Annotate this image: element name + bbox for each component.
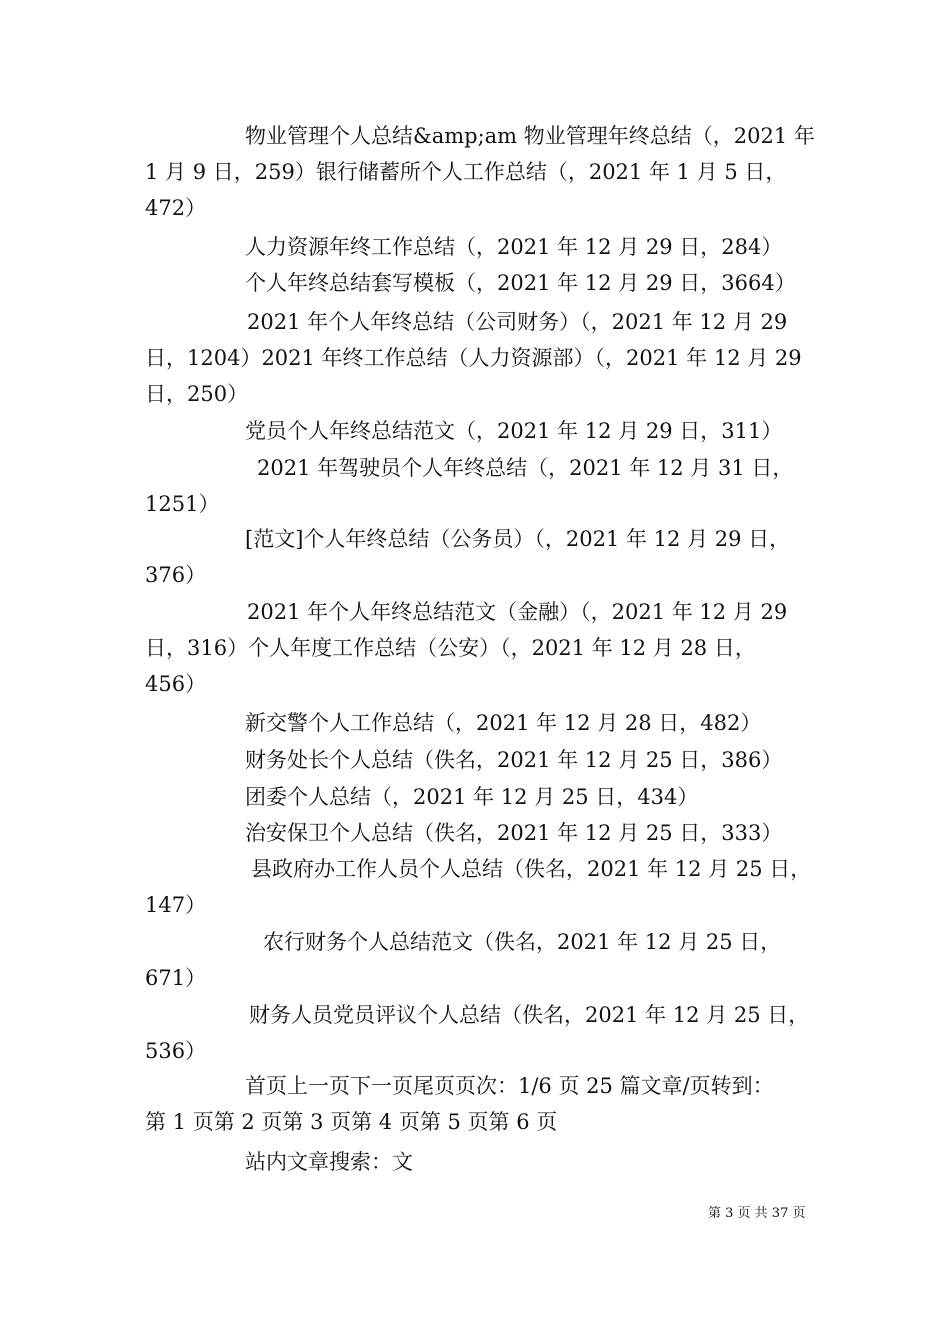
search-text bbox=[145, 1144, 815, 1180]
list-item bbox=[145, 997, 815, 1069]
text-line: 日，250） bbox=[145, 382, 249, 406]
text-line: 日，316）个人年度工作总结（公安）（，2021 年 12 月 28 日， bbox=[145, 636, 756, 660]
text-line: 2021 年个人年终总结范文（金融）（，2021 年 12 月 29 bbox=[247, 600, 788, 624]
list-item bbox=[145, 265, 815, 301]
text-line: 新交警个人工作总结（，2021 年 12 月 28 日，482） bbox=[245, 711, 762, 735]
list-item bbox=[145, 851, 815, 923]
text-line: 团委个人总结（，2021 年 12 月 25 日，434） bbox=[245, 785, 699, 809]
list-item bbox=[145, 118, 815, 226]
text-line: 财务人员党员评议个人总结（佚名，2021 年 12 月 25 日， bbox=[249, 1003, 810, 1027]
list-item bbox=[145, 521, 815, 593]
text-line: 财务处长个人总结（佚名，2021 年 12 月 25 日，386） bbox=[245, 748, 783, 772]
text-line: 农行财务个人总结范文（佚名，2021 年 12 月 25 日， bbox=[263, 930, 782, 954]
list-item bbox=[145, 450, 815, 522]
text-line: 536） bbox=[145, 1039, 207, 1063]
text-line: 站内文章搜索：文 bbox=[245, 1150, 413, 1174]
text-line: 日，1204）2021 年终工作总结（人力资源部）（，2021 年 12 月 29 bbox=[145, 346, 802, 370]
list-item bbox=[145, 594, 815, 702]
text-line: 县政府办工作人员个人总结（佚名，2021 年 12 月 25 日， bbox=[251, 857, 812, 881]
text-line: 456） bbox=[145, 672, 207, 696]
page-number: 第 3 页 共 37 页 bbox=[708, 1206, 806, 1221]
text-line: 147） bbox=[145, 893, 207, 917]
text-line: 1251） bbox=[145, 492, 220, 516]
pagination-text bbox=[145, 1068, 815, 1140]
text-line: 第 1 页第 2 页第 3 页第 4 页第 5 页第 6 页 bbox=[145, 1110, 558, 1134]
text-line: 党员个人年终总结范文（，2021 年 12 月 29 日，311） bbox=[245, 419, 783, 443]
text-line: 物业管理个人总结&amp;am 物业管理年终总结（，2021 年 bbox=[245, 124, 815, 148]
text-line: 2021 年驾驶员个人年终总结（，2021 年 12 月 31 日， bbox=[257, 456, 794, 480]
text-line: 1 月 9 日，259）银行储蓄所个人工作总结（，2021 年 1 月 5 日， bbox=[145, 160, 787, 184]
list-item bbox=[145, 815, 815, 851]
text-line: [范文]个人年终总结（公务员）（，2021 年 12 月 29 日， bbox=[245, 527, 791, 551]
list-item bbox=[145, 413, 815, 449]
list-item bbox=[145, 705, 815, 741]
text-line: 人力资源年终工作总结（，2021 年 12 月 29 日，284） bbox=[245, 235, 783, 259]
list-item bbox=[145, 779, 815, 815]
text-line: 治安保卫个人总结（佚名，2021 年 12 月 25 日，333） bbox=[245, 821, 783, 845]
text-line: 472） bbox=[145, 196, 207, 220]
text-line: 376） bbox=[145, 563, 207, 587]
text-line: 2021 年个人年终总结（公司财务）（，2021 年 12 月 29 bbox=[247, 310, 788, 334]
text-line: 首页上一页下一页尾页页次：1/6 页 25 篇文章/页转到： bbox=[245, 1074, 774, 1098]
list-item bbox=[145, 742, 815, 778]
text-line: 个人年终总结套写模板（，2021 年 12 月 29 日，3664） bbox=[245, 271, 796, 295]
text-line: 671） bbox=[145, 966, 207, 990]
list-item bbox=[145, 924, 815, 996]
list-item bbox=[145, 229, 815, 265]
list-item bbox=[145, 304, 815, 412]
